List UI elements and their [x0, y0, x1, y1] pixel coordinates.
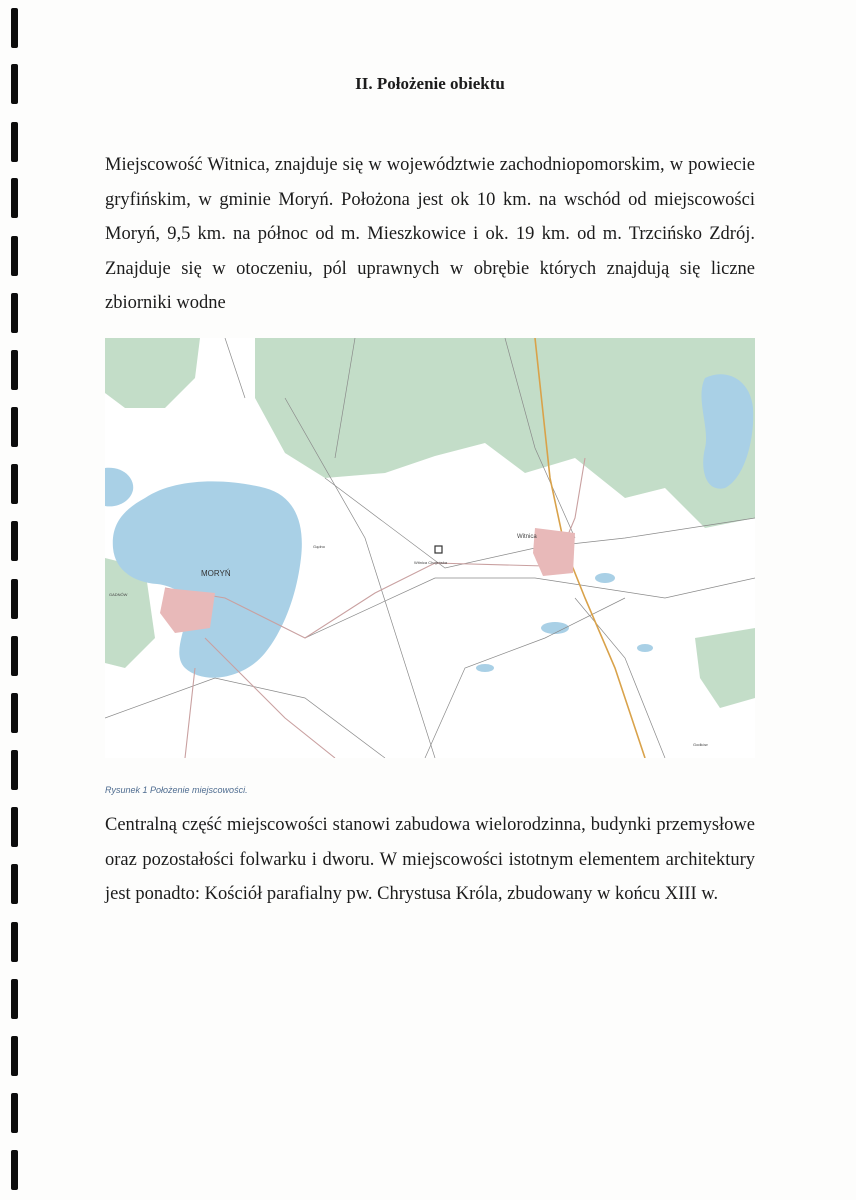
pond: [595, 573, 615, 583]
binding-hole: [11, 293, 18, 333]
map-label-gadno: Gądno: [313, 544, 326, 549]
binding-hole: [11, 693, 18, 733]
binding-hole: [11, 178, 18, 218]
binding-hole: [11, 1093, 18, 1133]
binding-strip: [0, 0, 40, 1200]
map-label-gadnowo: GADNÓW: [109, 592, 128, 597]
binding-hole: [11, 579, 18, 619]
map-canvas: [105, 338, 755, 758]
binding-hole: [11, 122, 18, 162]
binding-hole: [11, 979, 18, 1019]
map-label-godkow: Godków: [693, 742, 708, 747]
binding-hole: [11, 521, 18, 561]
binding-hole: [11, 636, 18, 676]
architecture-paragraph: Centralną część miejscowości stanowi zabudowa wielorodzinna, budynki przemysłowe oraz pozostałości folwarku i dworu. W miejscowości istotnym elementem architektury jest ponadto: Kościół parafialny pw. Chrystusa Króla, zbudowany w końcu XIII w.: [105, 815, 755, 904]
binding-hole: [11, 350, 18, 390]
binding-hole: [11, 407, 18, 447]
location-map: [105, 338, 755, 758]
map-label-witnica: Witnica: [517, 534, 537, 540]
binding-hole: [11, 8, 18, 48]
binding-hole: [11, 64, 18, 104]
binding-hole: [11, 1036, 18, 1076]
figure-caption: Rysunek 1 Położenie miejscowości.: [105, 785, 248, 795]
pond: [476, 664, 494, 672]
location-paragraph: Miejscowość Witnica, znajduje się w województwie zachodniopomorskim, w powiecie gryfińskim, w gminie Moryń. Położona jest ok 10 km. na wschód od miejscowości Moryń, 9,5 km. na północ od m. Mieszkowice i ok. 19 km. od m. Trzcińsko Zdrój. Znajduje się w otoczeniu, pól uprawnych w obrębie których znajdują się liczne zbiorniki wodne: [105, 155, 755, 313]
binding-hole: [11, 807, 18, 847]
map-label-witnica-chojenska: Witnica Chojeńska: [414, 560, 448, 565]
binding-hole: [11, 750, 18, 790]
section-heading: II. Położenie obiektu: [355, 74, 505, 93]
binding-hole: [11, 464, 18, 504]
map-label-moryn: MORYŃ: [201, 569, 231, 578]
binding-hole: [11, 1150, 18, 1190]
binding-hole: [11, 922, 18, 962]
station-marker: [435, 546, 442, 553]
binding-hole: [11, 864, 18, 904]
binding-hole: [11, 236, 18, 276]
pond: [637, 644, 653, 652]
